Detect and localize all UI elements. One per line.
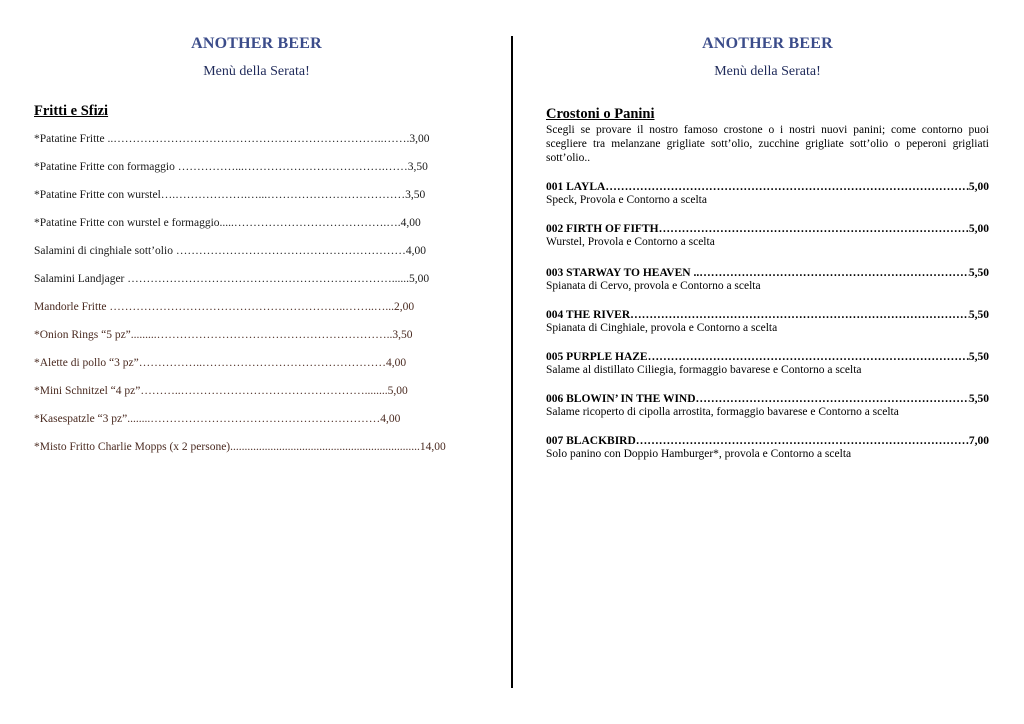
- right-page: [546, 0, 989, 724]
- left-page: [34, 0, 479, 724]
- right-page-subtitle: Menù della Serata!: [714, 64, 821, 79]
- item-name: 007 BLACKBIRD: [546, 435, 636, 447]
- item-description: Solo panino con Doppio Hamburger*, provola e Contorno a scelta: [546, 448, 852, 460]
- menu-item-patatine-wurstel-formaggio: *Patatine Fritte con wurstel e formaggio.....………………………………….….4,00: [34, 217, 421, 229]
- menu-item-purple-haze: [546, 351, 989, 376]
- item-description: Wurstel, Provola e Contorno a scelta: [546, 236, 715, 248]
- item-description: Salame ricoperto di cipolla arrostita, formaggio bavarese e Contorno a scelta: [546, 406, 899, 418]
- menu-item-onion-rings: *Onion Rings “5 pz”.........……………………………………………………..3,50: [34, 329, 413, 341]
- item-name: 002 FIRTH OF FIFTH: [546, 223, 659, 235]
- item-name: 004 THE RIVER: [546, 309, 631, 321]
- item-price: 5,50: [968, 393, 989, 405]
- menu-item-salamini-landjager: Salamini Landjager ……………………………………………………………......5,00: [34, 273, 430, 285]
- item-description: Spianata di Cervo, provola e Contorno a scelta: [546, 280, 761, 292]
- menu-item-patatine-wurstel: *Patatine Fritte con wurstel….……………….…...………………………………3,50: [34, 189, 426, 201]
- menu-item-kasespatzle: *Kasespatzle “3 pz”........……………………………………………………4,00: [34, 413, 401, 425]
- menu-item-misto-fritto: *Misto Fritto Charlie Mopps (x 2 persone)..................................................................14,00: [34, 441, 446, 453]
- menu-item-the-river: [546, 309, 989, 334]
- item-name: 001 LAYLA: [546, 181, 606, 193]
- menu-item-blowin-in-the-wind: [546, 393, 989, 418]
- item-price: 7,00: [968, 435, 989, 447]
- item-name: 005 PURPLE HAZE: [546, 351, 648, 363]
- item-description: Salame al distillato Ciliegia, formaggio bavarese e Contorno a scelta: [546, 364, 862, 376]
- item-price: 5,00: [968, 181, 989, 193]
- page-divider: [511, 36, 513, 688]
- item-price: 5,00: [968, 223, 989, 235]
- section-intro-text: Scegli se provare il nostro famoso crostone o i nostri nuovi panini; come contorno puoi scegliere tra melanzane grigliate sott’olio, zucchine grigliate sott’olio o peperoni grigliati sott’olio..: [546, 124, 989, 164]
- menu-item-blackbird: [546, 435, 989, 460]
- menu-item-patatine-fritte: *Patatine Fritte ..……………………………………………………………..…….3,00: [34, 133, 430, 145]
- menu-item-mandorle-fritte: Mandorle Fritte ……………………………………………………..……..…...2,00: [34, 301, 415, 313]
- left-page-title: ANOTHER BEER: [191, 35, 322, 52]
- menu-item-patatine-formaggio: *Patatine Fritte con formaggio ……………...……………………………….……3,50: [34, 161, 428, 173]
- item-price: 5,50: [968, 351, 989, 363]
- right-page-title: ANOTHER BEER: [702, 35, 833, 52]
- menu-item-salamini-cinghiale: Salamini di cinghiale sott’olio ……………………………………………………4,00: [34, 245, 426, 257]
- item-description: Spianata di Cinghiale, provola e Contorno a scelta: [546, 322, 778, 334]
- menu-item-mini-schnitzel: *Mini Schnitzel “4 pz”………..…………………………………………........5,00: [34, 385, 408, 397]
- section-crostoni-o-panini: Crostoni o Panini: [546, 106, 655, 122]
- item-name: 006 BLOWIN’ IN THE WIND: [546, 393, 696, 405]
- menu-item-layla: [546, 181, 989, 206]
- left-page-subtitle: Menù della Serata!: [203, 64, 310, 79]
- menu-item-starway-to-heaven: [546, 267, 989, 292]
- item-price: 5,50: [968, 267, 989, 279]
- menu-item-firth-of-fifth: [546, 223, 989, 248]
- item-price: 5,50: [968, 309, 989, 321]
- menu-item-alette-pollo: *Alette di pollo “3 pz”……………..…………………………………………4,00: [34, 357, 407, 369]
- item-description: Speck, Provola e Contorno a scelta: [546, 194, 707, 206]
- item-name: 003 STARWAY TO HEAVEN ..: [546, 267, 700, 279]
- section-fritti-e-sfizi: Fritti e Sfizi: [34, 103, 109, 119]
